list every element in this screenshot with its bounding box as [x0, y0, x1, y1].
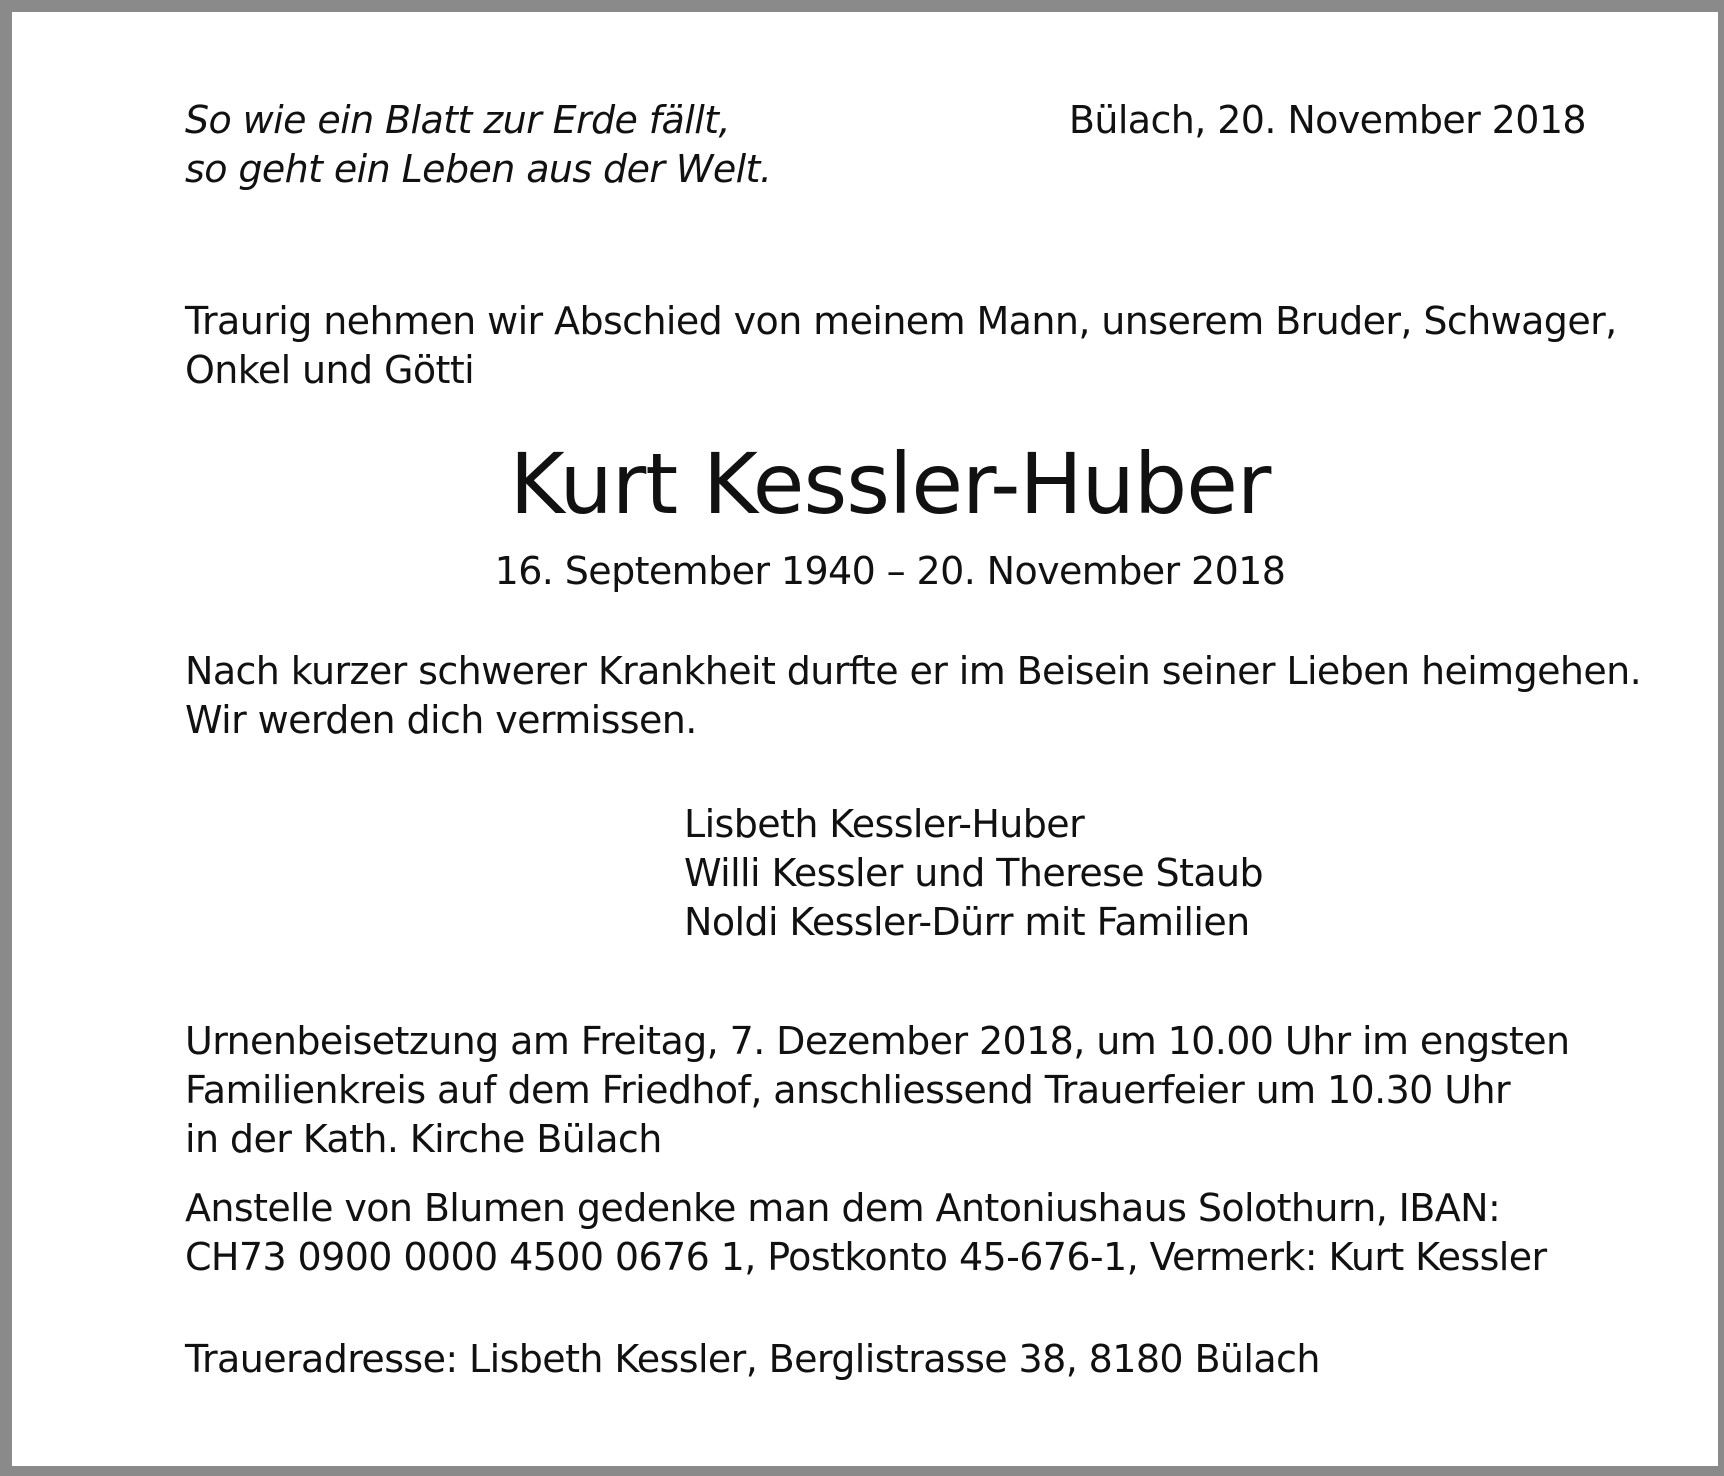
- intro-line: Onkel und Götti: [185, 348, 475, 392]
- obituary-page: [12, 12, 1718, 1466]
- relative-name: Willi Kessler und Therese Staub: [684, 851, 1264, 895]
- ceremony-line: Urnenbeisetzung am Freitag, 7. Dezember 2018, um 10.00 Uhr im engsten: [185, 1019, 1570, 1063]
- relative-name: Noldi Kessler-Dürr mit Familien: [684, 900, 1250, 944]
- farewell-line: Wir werden dich vermissen.: [185, 698, 697, 742]
- ceremony-line: Familienkreis auf dem Friedhof, anschliessend Trauerfeier um 10.30 Uhr: [185, 1068, 1510, 1112]
- motto-verse: [185, 96, 771, 194]
- farewell-text: [185, 647, 1641, 745]
- mourning-address: Traueradresse: Lisbeth Kessler, Berglistrasse 38, 8180 Bülach: [185, 1337, 1320, 1381]
- deceased-block: [185, 434, 1595, 596]
- farewell-line: Nach kurzer schwerer Krankheit durfte er im Beisein seiner Lieben heimgehen.: [185, 649, 1642, 693]
- deceased-name: Kurt Kessler-Huber: [509, 435, 1271, 533]
- intro-text: [185, 297, 1617, 395]
- place-date: Bülach, 20. November 2018: [1068, 98, 1586, 142]
- intro-line: Traurig nehmen wir Abschied von meinem Mann, unserem Bruder, Schwager,: [185, 299, 1617, 343]
- deceased-lifespan: 16. September 1940 – 20. November 2018: [494, 549, 1286, 593]
- ceremony-line: in der Kath. Kirche Bülach: [185, 1117, 662, 1161]
- relative-name: Lisbeth Kessler-Huber: [684, 802, 1085, 846]
- motto-line: So wie ein Blatt zur Erde fällt,: [185, 98, 730, 142]
- donation-line: CH73 0900 0000 4500 0676 1, Postkonto 45-676-1, Vermerk: Kurt Kessler: [185, 1235, 1547, 1279]
- donation-line: Anstelle von Blumen gedenke man dem Antoniushaus Solothurn, IBAN:: [185, 1186, 1501, 1230]
- relatives-list: [684, 800, 1263, 947]
- donation-info: [185, 1184, 1547, 1282]
- ceremony-info: [185, 1017, 1569, 1164]
- motto-line: so geht ein Leben aus der Welt.: [185, 147, 772, 191]
